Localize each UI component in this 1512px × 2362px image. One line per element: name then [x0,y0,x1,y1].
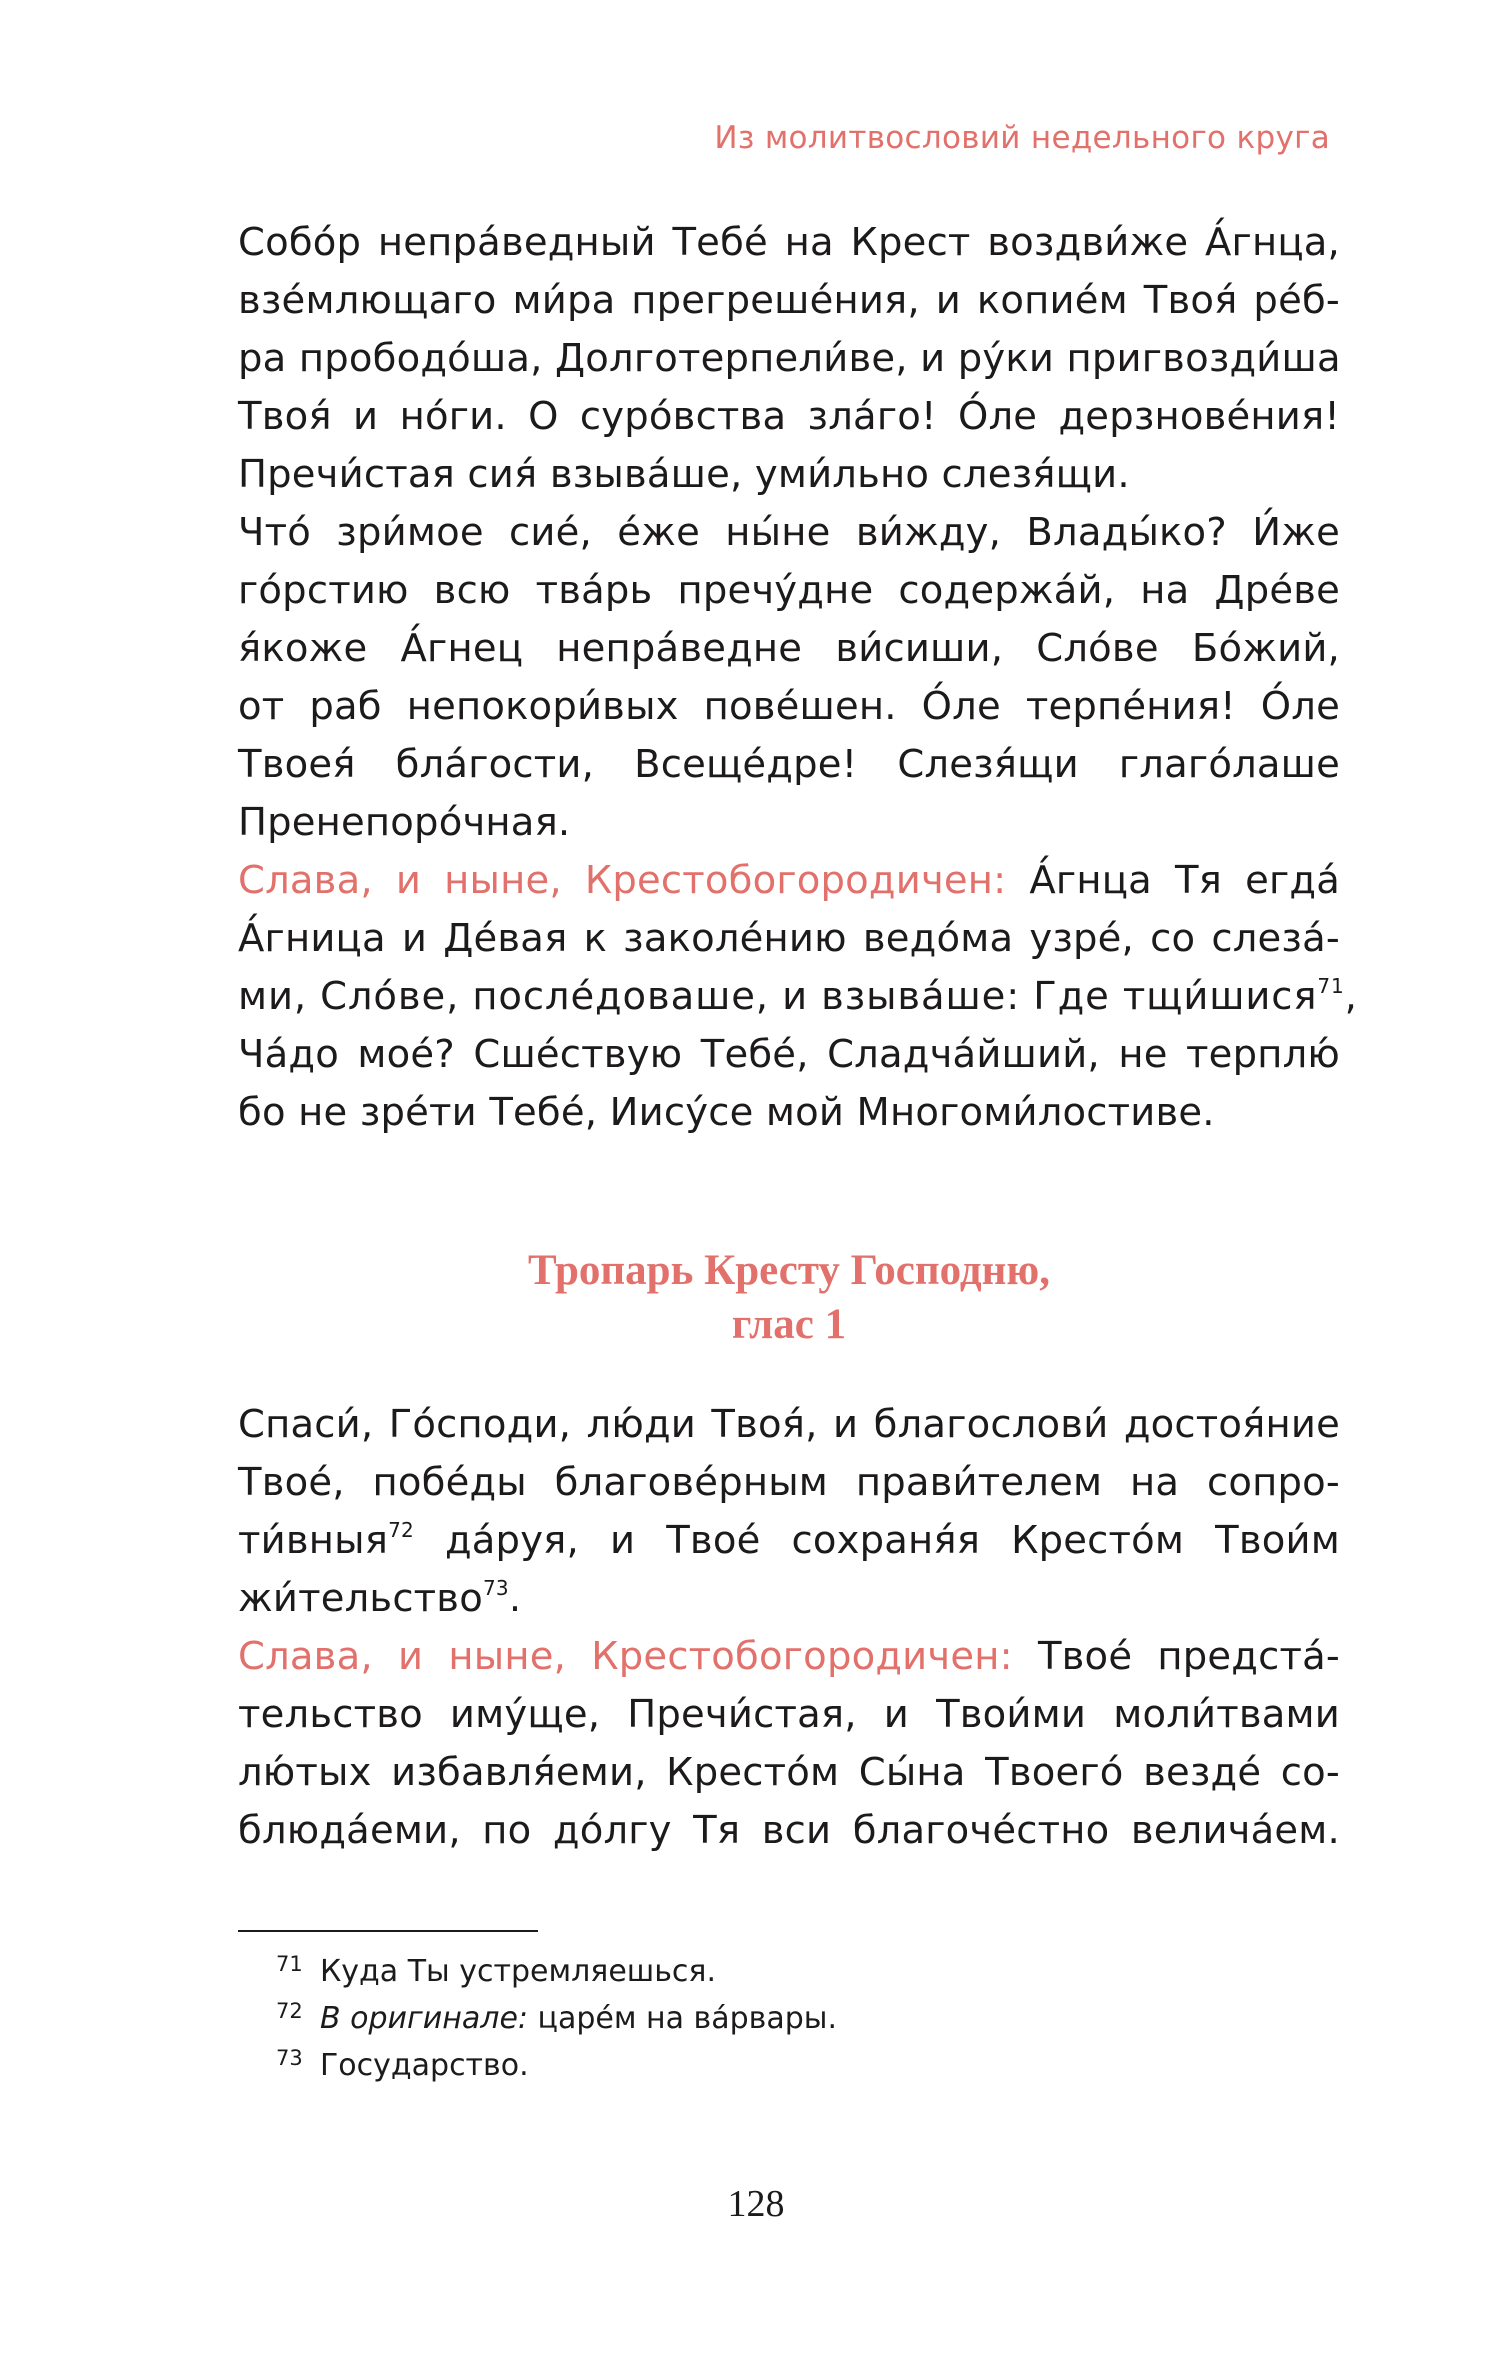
text-line: А́гница и Де́вая к заколе́нию ведо́ма узре́, со слеза́- [238,916,1340,961]
text-line: Твоея́ бла́гости, Всеще́дре! Слезя́щи глаго́лаше [238,742,1340,787]
text-line: Твоя́ и но́ги. О суро́вства зла́го! О́ле дерзнове́ния! [238,394,1340,439]
text-line: я́коже А́гнец непра́ведне ви́сиши, Сло́ве Бо́жий, [238,626,1340,671]
text-fragment: , [1344,974,1358,1019]
text-line: от раб непокори́вых пове́шен. О́ле терпе́ния! О́ле [238,684,1340,729]
footnote-divider [238,1930,538,1932]
footnote-italic: В оригинале: [320,2001,529,2036]
footnote: 73 Государство. [276,2046,529,2083]
text-line: Что́ зри́мое сие́, е́же ны́не ви́жду, Влады́ко? И́же [238,510,1340,555]
heading-line: Тропарь Кресту Господню, [527,1247,1051,1294]
text-fragment: да́руя, и Твое́ сохраня́я Кресто́м Твои́м [413,1518,1340,1563]
footnote-text: царе́м на ва́рвары. [528,2001,837,2036]
footnote-ref: 71 [1317,974,1345,998]
text-fragment: Твое́ предста́- [1012,1634,1340,1679]
rubric: Слава, и ныне, Крестобогородичен: [238,858,1007,903]
footnote-text: Государство. [320,2048,529,2083]
text-line: Пречи́стая сия́ взыва́ше, уми́льно слезя́щи. [238,452,1130,497]
text-fragment: жи́тельство [238,1576,483,1621]
text-line: Пренепоро́чная. [238,800,571,845]
text-line: Собо́р непра́ведный Тебе́ на Крест воздви́же А́гнца, [238,220,1340,265]
footnote: 71 Куда Ты устремляешься. [276,1952,717,1989]
text-line: ра прободо́ша, Долготерпели́ве, и ру́ки пригвозди́ша [238,336,1341,381]
rubric: Слава, и ныне, Крестобогородичен: [238,1634,1013,1679]
text-line: лю́тых избавля́еми, Кресто́м Сы́на Твоего́ везде́ со- [238,1750,1340,1795]
section-2-text [238,1396,1340,1860]
footnote: 72 В оригинале: царе́м на ва́рвары. [276,1999,837,2036]
footnote-ref: 73 [482,1576,509,1600]
text-fragment: ми, Сло́ве, после́доваше, и взыва́ше: Где тщи́шися [238,974,1318,1019]
text-line [238,1570,1340,1628]
heading-line: глас 1 [731,1301,847,1348]
text-line [238,968,1358,1026]
text-line: тельство иму́ще, Пречи́стая, и Твои́ми моли́твами [238,1692,1340,1737]
text-line: блюда́еми, по до́лгу Тя вси благоче́стно велича́ем. [238,1808,1340,1853]
footnote-ref: 72 [388,1518,414,1542]
section-heading [238,1244,1340,1352]
running-head: Из молитвословий недельного круга [714,120,1330,156]
text-line: Твое́, побе́ды благове́рным прави́телем на сопро- [238,1460,1340,1505]
text-line: го́рстию всю тва́рь пречу́дне содержа́й, на Дре́ве [238,568,1340,613]
text-fragment: ти́вныя [238,1518,389,1563]
text-line: взе́млющаго ми́ра прегреше́ния, и копие́м Твоя́ ре́б- [238,278,1340,323]
text-fragment: . [508,1576,522,1621]
text-fragment: А́гнца Тя егда́ [1006,858,1340,903]
text-line [238,1628,1340,1686]
page-number: 128 [727,2183,785,2225]
section-1-text [238,214,1358,1142]
text-line [238,852,1340,910]
text-line: бо не зре́ти Тебе́, Иису́се мой Многоми́лостиве. [238,1090,1215,1135]
footnote-text: Куда Ты устремляешься. [320,1954,717,1989]
text-line: Спаси́, Го́споди, лю́ди Твоя́, и благослови́ достоя́ние [238,1402,1340,1447]
text-line [238,1512,1340,1570]
text-line: Ча́до мое́? Сше́ствую Тебе́, Сладча́йший, не терплю́ [238,1032,1340,1077]
